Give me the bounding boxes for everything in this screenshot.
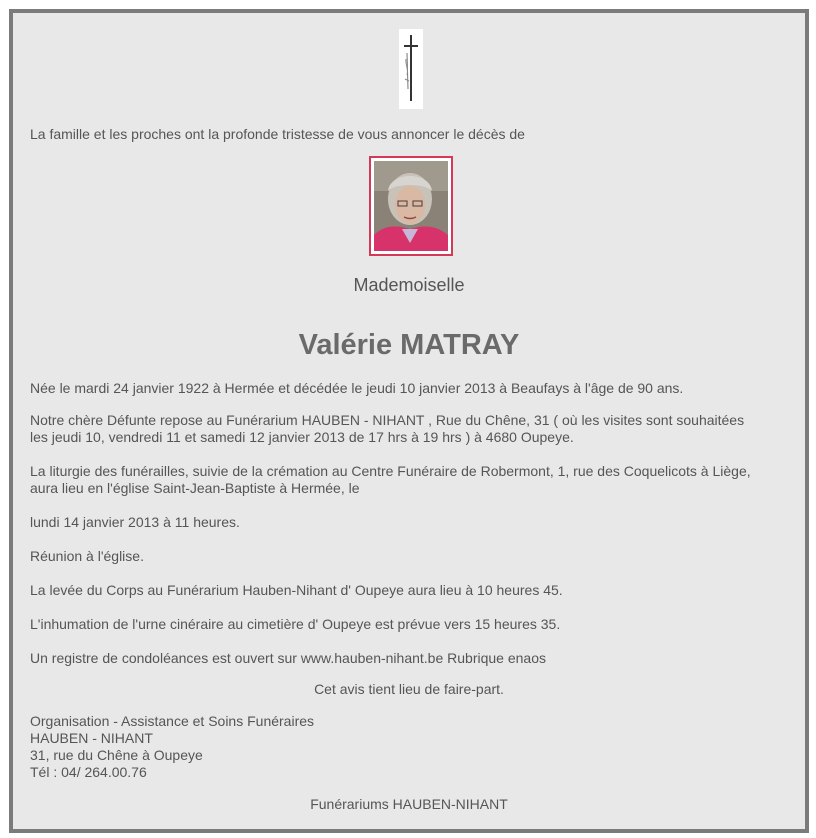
footer-text: Funérariums HAUBEN-NIHANT (310, 796, 508, 812)
notice-text: Cet avis tient lieu de faire-part. (314, 681, 504, 697)
funeral-date: lundi 14 janvier 2013 à 11 heures. (30, 514, 240, 530)
repose-text-line1: Notre chère Défunte repose au Funérarium HAUBEN - NIHANT , Rue du Chêne, 31 ( où les visites sont souhaitées (30, 412, 745, 428)
liturgy-text-line2: aura lieu en l'église Saint-Jean-Baptiste à Hermée, le (30, 480, 360, 496)
meeting-text: Réunion à l'église. (30, 548, 144, 564)
intro-text: La famille et les proches ont la profonde tristesse de vous annoncer le décès de (30, 126, 525, 142)
portrait-photo (369, 156, 453, 256)
burial-text: L'inhumation de l'urne cinéraire au cimetière d' Oupeye est prévue vers 15 heures 35. (30, 616, 561, 632)
deceased-name: Valérie MATRAY (298, 329, 520, 361)
organisation-phone: Tél : 04/ 264.00.76 (30, 764, 147, 780)
organisation-line1: Organisation - Assistance et Soins Funéraires (30, 713, 315, 729)
levee-text: La levée du Corps au Funérarium Hauben-Nihant d' Oupeye aura lieu à 10 heures 45. (30, 582, 563, 598)
obituary-card (9, 9, 809, 833)
liturgy-text-line1: La liturgie des funérailles, suivie de la crémation au Centre Funéraire de Robermont, 1, rue des Coquelicots à Liège, (30, 463, 751, 479)
organisation-line2: HAUBEN - NIHANT (30, 730, 153, 746)
birth-text: Née le mardi 24 janvier 1922 à Hermée et décédée le jeudi 10 janvier 2013 à Beaufays à l'âge de 90 ans. (30, 380, 684, 396)
organisation-line3: 31, rue du Chêne à Oupeye (30, 747, 203, 763)
repose-text-line2: les jeudi 10, vendredi 11 et samedi 12 janvier 2013 de 17 hrs à 19 hrs ) à 4680 Oupeye. (30, 429, 574, 445)
cross-icon (399, 29, 423, 109)
register-text: Un registre de condoléances est ouvert sur www.hauben-nihant.be Rubrique enaos (30, 650, 546, 666)
honorific: Mademoiselle (353, 275, 465, 295)
